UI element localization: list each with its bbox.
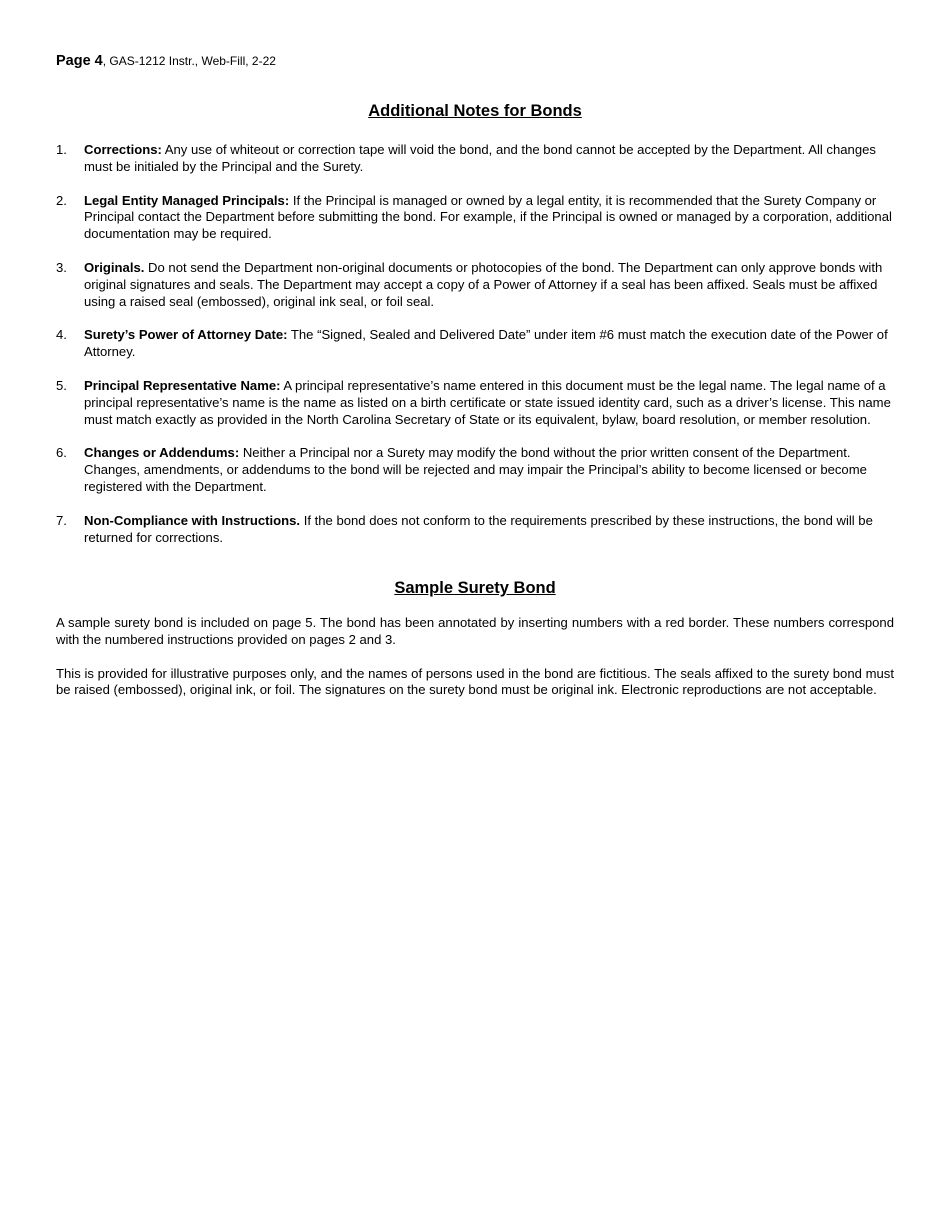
item-number: 4. [56, 327, 67, 343]
item-term: Corrections: [84, 142, 162, 157]
list-item [56, 445, 894, 495]
list-item [56, 513, 894, 547]
sample-paragraph-2: This is provided for illustrative purposes only, and the names of persons used in the bond are fictitious. The seals affixed to the surety bond must be raised (embossed), original ink, or foil. The signatures on the surety bond must be original ink. Electronic reproductions are not acceptable. [56, 665, 894, 698]
item-number: 2. [56, 192, 67, 208]
sample-surety-bond-title: Sample Surety Bond [394, 579, 556, 597]
item-text: If the bond does not conform to the requirements prescribed by these instructions, the bond will be returned for corrections. [84, 512, 873, 545]
item-text: Do not send the Department non-original documents or photocopies of the bond. The Department can only approve bonds with original signatures and seals. The Department may accept a copy of a Power of Attorney if a seal has been affixed. Seals must be affixed using a raised seal (embossed), original ink seal, or foil seal. [84, 259, 883, 309]
list-item [56, 327, 894, 361]
form-identifier: , GAS-1212 Instr., Web-Fill, 2-22 [102, 54, 276, 68]
item-number: 6. [56, 445, 67, 461]
item-number: 1. [56, 142, 67, 157]
item-term: Legal Entity Managed Principals: [84, 192, 290, 208]
item-number: 5. [56, 377, 67, 393]
additional-notes-title: Additional Notes for Bonds [368, 102, 582, 120]
item-text: A principal representative’s name entered in this document must be the legal name. The legal name of a principal representative’s name is the name as listed on a birth certificate or state issued identity card, such as a driver’s license. This name must match exactly as provided in the North Carolina Secretary of State or its equivalent, bylaw, board resolution, or member resolution. [84, 377, 891, 427]
item-text: Any use of whiteout or correction tape will void the bond, and the bond cannot be accepted by the Department. All changes must be initialed by the Principal and the Surety. [84, 142, 876, 174]
sample-section-body [56, 615, 894, 716]
sample-paragraph-1: A sample surety bond is included on page 5. The bond has been annotated by inserting numbers with a red border. These numbers correspond with the numbered instructions provided on pages 2 and 3. [56, 615, 894, 647]
list-item [56, 142, 894, 176]
page-header [56, 53, 276, 69]
list-item [56, 378, 894, 428]
item-text: The “Signed, Sealed and Delivered Date” under item #6 must match the execution date of the Power of Attorney. [84, 327, 888, 360]
item-number: 3. [56, 259, 67, 275]
item-term: Principal Representative Name: [84, 377, 281, 393]
item-text: If the Principal is managed or owned by a legal entity, it is recommended that the Surety Company or Principal contact the Department before submitting the bond. For example, if the Principal is owned or managed by a corporation, additional documentation may be required. [84, 192, 892, 242]
item-number: 7. [56, 512, 67, 528]
item-term: Non-Compliance with Instructions. [84, 512, 301, 528]
list-item [56, 193, 894, 243]
item-text: Neither a Principal nor a Surety may modify the bond without the prior written consent of the Department. Changes, amendments, or addendums to the bond will be rejected and may impair the Principal’s ability to become licensed or become registered with the Department. [84, 445, 867, 494]
list-item [56, 260, 894, 310]
item-term: Originals. [84, 259, 145, 275]
item-term: Surety’s Power of Attorney Date: [84, 327, 288, 343]
page-number: Page 4 [56, 53, 103, 69]
notes-list [56, 142, 894, 563]
item-term: Changes or Addendums: [84, 445, 240, 461]
